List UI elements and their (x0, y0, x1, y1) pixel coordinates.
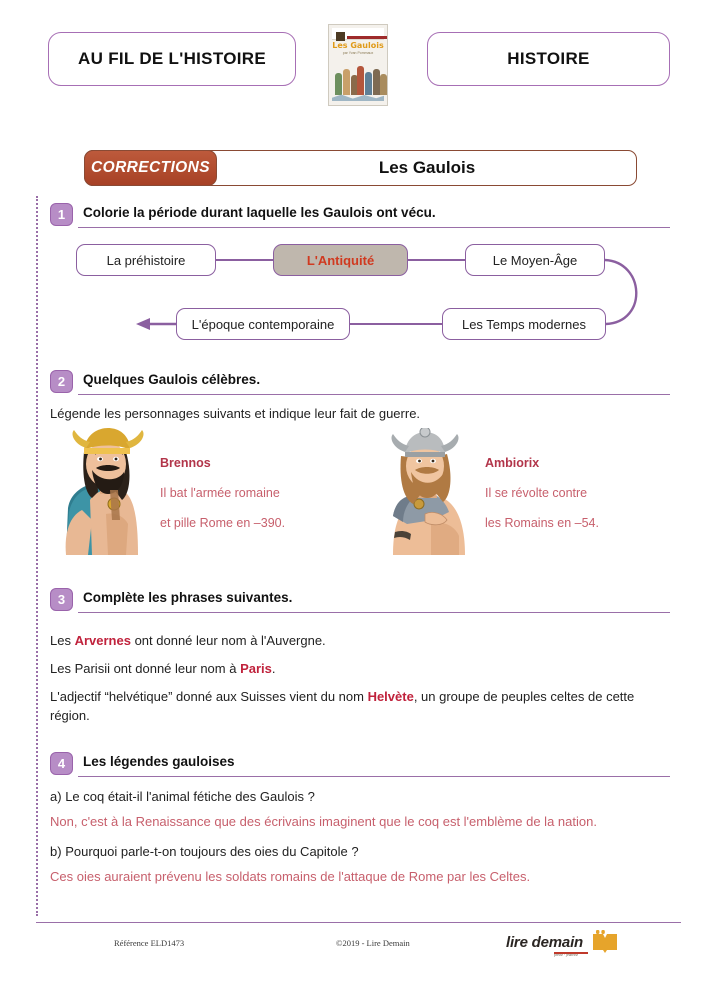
timeline-period-antiquite-selected[interactable] (273, 244, 408, 276)
book-cover-top-band (332, 28, 384, 40)
footer-rule (36, 922, 681, 923)
publisher-logo-text: lire demain (506, 934, 583, 951)
sheet-title-label: Les Gaulois (378, 158, 476, 177)
subject-title-label: HISTOIRE (507, 49, 590, 68)
page-header (0, 24, 717, 104)
exercise-1-heading (50, 203, 670, 231)
timeline-period-label: L'Antiquité (306, 252, 375, 268)
timeline-period-prehistoire[interactable] (76, 244, 216, 276)
legend-answer-b: Ces oies auraient prévenu les soldats romains de l'attaque de Rome par les Celtes. (50, 869, 531, 884)
footer-copyright: ©2019 - Lire Demain (336, 938, 410, 948)
exercise-3-heading (50, 588, 670, 616)
exercise-2-title: Quelques Gaulois célèbres. (83, 372, 261, 387)
periods-timeline (40, 236, 680, 351)
sentence-suffix: , un groupe de peuples celtes de cette région. (50, 689, 635, 723)
exercise-4-number: 4 (50, 752, 73, 775)
character-card-ambiorix (373, 428, 673, 558)
gaulish-chief-brennos-illustration (48, 428, 148, 555)
corrections-badge-label: CORRECTIONS (91, 159, 210, 176)
exercise-3-number: 3 (50, 588, 73, 611)
timeline-period-label: Le Moyen-Âge (492, 252, 578, 268)
legend-question-a (50, 787, 662, 806)
sentence-prefix: Les (50, 633, 75, 648)
exercise-2-rule (78, 394, 670, 395)
book-cover-subtitle: par Yvan Pommaux (342, 51, 374, 55)
timeline-period-label: Les Temps modernes (461, 316, 587, 332)
character-text-brennos (160, 456, 345, 546)
legend-marker: a) (50, 789, 62, 804)
page-footer (36, 934, 681, 968)
timeline-period-label: L'époque contemporaine (191, 316, 335, 332)
legend-answer-a: Non, c'est à la Renaissance que des écrivains imaginent que le coq est l'emblème de la nation. (50, 814, 597, 829)
character-fact-line-1: Il se révolte contre (485, 486, 588, 500)
book-cover-publisher-mark (336, 32, 345, 41)
corrections-banner (84, 150, 637, 186)
book-cover-red-band (347, 36, 387, 39)
open-book-icon (592, 930, 618, 954)
sheet-title (217, 150, 637, 186)
timeline-period-epoque-contemporaine[interactable] (176, 308, 350, 340)
sentence-answer: Arvernes (74, 633, 131, 648)
collection-title-label: AU FIL DE L'HISTOIRE (78, 49, 266, 68)
sentence-row-2 (50, 659, 662, 678)
exercise-3-title: Complète les phrases suivantes. (83, 590, 293, 605)
legend-question-text: Le coq était-il l'animal fétiche des Gaulois ? (65, 789, 315, 804)
book-cover-thumbnail (328, 24, 388, 106)
legend-marker: b) (50, 844, 62, 859)
character-fact-line-2: et pille Rome en –390. (160, 516, 286, 530)
exercise-3-rule (78, 612, 670, 613)
sentence-answer: Paris (240, 661, 272, 676)
exercise-2-instruction: Légende les personnages suivants et indique leur fait de guerre. (50, 406, 421, 421)
footer-reference: Référence ELD1473 (114, 938, 185, 948)
character-card-brennos (48, 428, 348, 558)
character-fact-line-2: les Romains en –54. (485, 516, 599, 530)
exercise-4-rule (78, 776, 670, 777)
book-cover-artwork (332, 57, 384, 95)
timeline-period-temps-modernes[interactable] (442, 308, 606, 340)
character-name: Ambiorix (485, 456, 540, 470)
timeline-period-moyen-age[interactable] (465, 244, 605, 276)
exercise-2-heading (50, 370, 670, 398)
gaulish-chief-ambiorix-illustration (373, 428, 473, 555)
sentence-prefix: Les Parisii ont donné leur nom à (50, 661, 241, 676)
character-fact-line-1: Il bat l'armée romaine (160, 486, 280, 500)
exercise-2-number: 2 (50, 370, 73, 393)
sentence-suffix: ont donné leur nom à l'Auvergne. (130, 633, 326, 648)
collection-title-box (48, 32, 296, 86)
exercise-4-title: Les légendes gauloises (83, 754, 235, 769)
corrections-badge (84, 150, 217, 186)
sentence-answer: Helvète (367, 689, 414, 704)
exercise-1-number: 1 (50, 203, 73, 226)
legend-question-b (50, 842, 662, 861)
sentence-prefix: L'adjectif “helvétique” donné aux Suisses vient du nom (50, 689, 368, 704)
publisher-logo-tagline: presse - jeunesse (554, 953, 579, 957)
publisher-logo (506, 928, 626, 960)
character-text-ambiorix (485, 456, 670, 546)
sentence-suffix: . (271, 661, 276, 676)
book-cover-title: Les Gaulois (332, 41, 384, 50)
sentence-row-1 (50, 631, 662, 650)
exercise-1-rule (78, 227, 670, 228)
character-name: Brennos (160, 456, 211, 470)
exercise-1-title: Colorie la période durant laquelle les Gaulois ont vécu. (83, 205, 436, 220)
timeline-period-label: La préhistoire (106, 252, 186, 268)
left-margin-dotted-rule (36, 196, 38, 916)
subject-title-box (427, 32, 670, 86)
exercise-4-heading (50, 752, 670, 780)
legend-question-text: Pourquoi parle-t-on toujours des oies du Capitole ? (65, 844, 359, 859)
sentence-row-3 (50, 687, 662, 725)
